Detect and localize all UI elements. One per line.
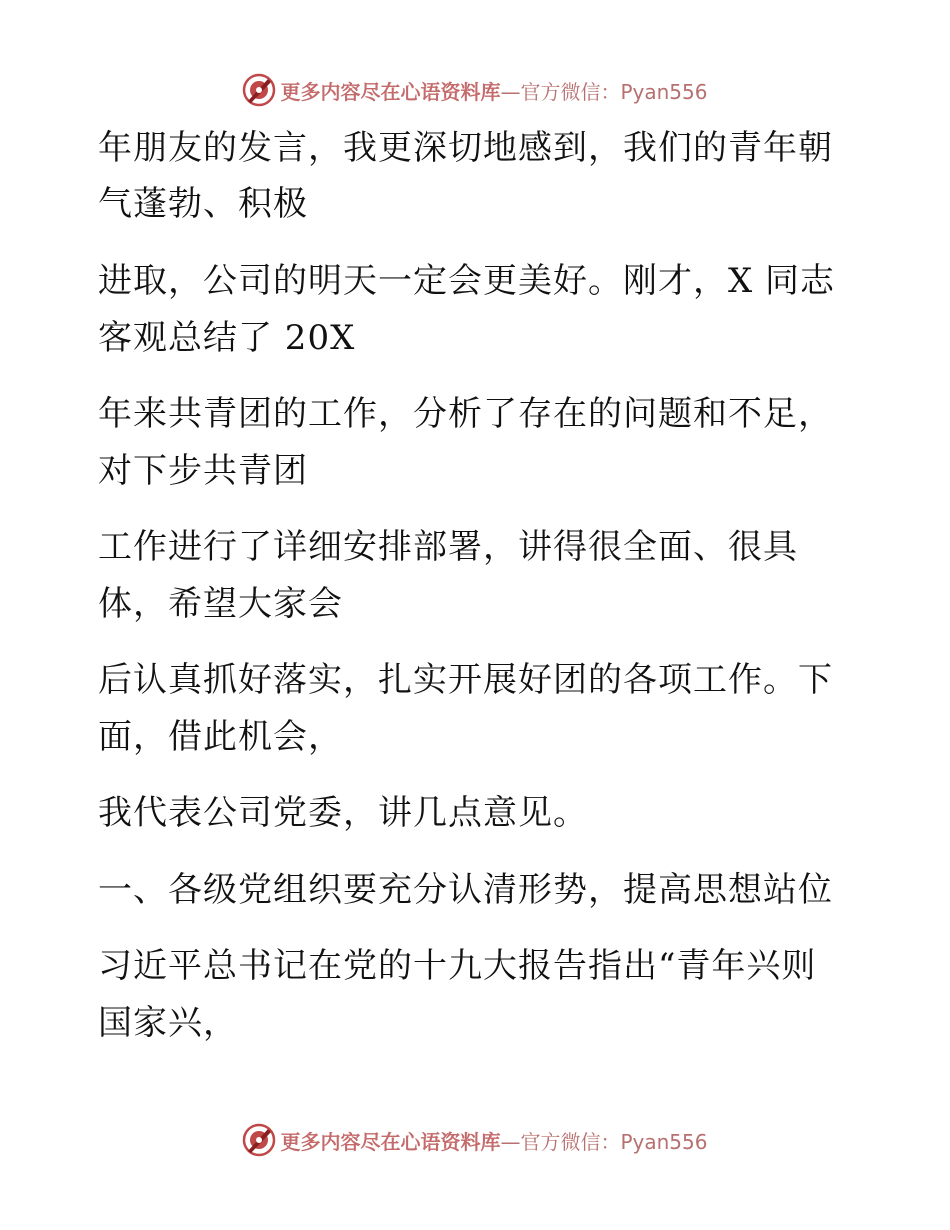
watermark-text: [280, 76, 707, 105]
header-watermark: [0, 70, 950, 110]
text-line: 习近平总书记在党的十九大报告指出“青年兴则: [98, 946, 817, 986]
quill-logo-icon: [242, 1123, 276, 1157]
quill-logo-icon: [242, 73, 276, 107]
footer-watermark: [0, 1120, 950, 1160]
text-line: 客观总结了 20X: [98, 318, 356, 358]
watermark-main: 更多内容尽在心语资料库: [280, 79, 501, 104]
watermark-sub: 官方微信：Pyan556: [520, 1129, 708, 1154]
text-line: 国家兴，: [98, 1003, 238, 1043]
text-line: 后认真抓好落实，扎实开展好团的各项工作。下: [98, 660, 833, 700]
watermark-text: [280, 1126, 707, 1155]
watermark-dash: —: [500, 79, 521, 104]
watermark-dash: —: [500, 1129, 521, 1154]
text-line: 进取，公司的明天一定会更美好。刚才，X 同志: [98, 261, 836, 301]
text-line: 工作进行了详细安排部署，讲得很全面、很具: [98, 527, 798, 567]
text-line: 对下步共青团: [98, 451, 308, 491]
watermark-main: 更多内容尽在心语资料库: [280, 1129, 501, 1154]
text-line: 我代表公司党委，讲几点意见。: [98, 793, 588, 833]
text-line: 年朋友的发言，我更深切地感到，我们的青年朝: [98, 128, 833, 168]
text-line: 面，借此机会，: [98, 717, 343, 757]
text-line: 一、各级党组织要充分认清形势，提高思想站位: [98, 870, 833, 910]
text-line: 年来共青团的工作，分析了存在的问题和不足，: [98, 394, 833, 434]
text-line: 体，希望大家会: [98, 584, 343, 624]
watermark-sub: 官方微信：Pyan556: [520, 79, 708, 104]
text-line: 气蓬勃、积极: [98, 184, 308, 224]
